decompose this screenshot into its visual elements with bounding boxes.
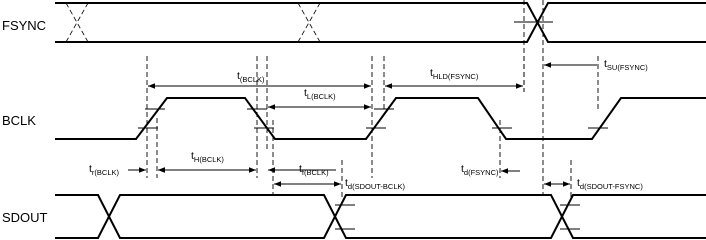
label-t-l-bclk: $t_{L(BCLK)}$ — [304, 87, 336, 101]
label-t-d-sdout-fsync: $t_{d(SDOUT-FSYNC)}$ — [577, 177, 643, 191]
fsync-waveform — [55, 0, 706, 196]
label-t-r-bclk: $t_{r(BCLK)}$ — [89, 163, 120, 177]
label-t-h-bclk: $t_{H(BCLK)}$ — [191, 150, 224, 164]
timing-arrows — [128, 56, 598, 184]
label-t-su-fsync: $t_{SU(FSYNC)}$ — [604, 58, 648, 72]
bclk-waveform — [55, 98, 706, 139]
signal-label-bclk: BCLK — [2, 113, 36, 128]
signal-label-fsync: FSYNC — [2, 18, 47, 33]
label-t-d-sdout-bclk: $t_{d(SDOUT-BCLK)}$ — [345, 177, 406, 191]
sdout-waveform — [55, 195, 706, 238]
label-t-f-bclk: $t_{f(BCLK)}$ — [299, 163, 329, 177]
signal-label-sdout: SDOUT — [2, 210, 48, 225]
label-t-bclk: $t_{(BCLK)}$ — [237, 70, 265, 84]
label-t-d-fsync: $t_{d(FSYNC)}$ — [461, 163, 499, 177]
label-t-hld-fsync: $t_{HLD(FSYNC)}$ — [430, 67, 479, 81]
